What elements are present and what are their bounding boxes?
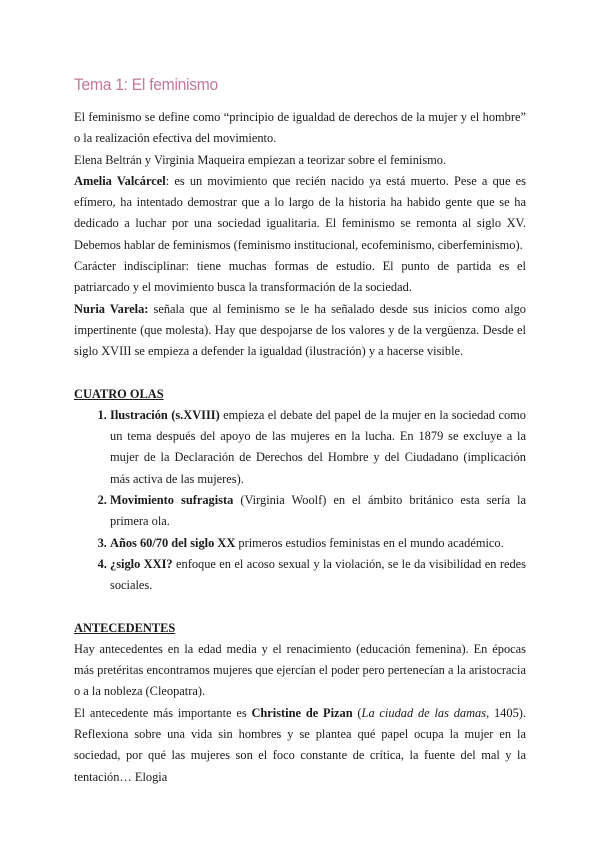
item-heading: Años 60/70 del siglo XX xyxy=(110,535,236,550)
item-heading: ¿siglo XXI? xyxy=(110,556,173,571)
item-heading: Movimiento sufragista xyxy=(110,493,234,508)
list-item xyxy=(110,405,526,490)
document-body xyxy=(74,74,526,788)
spacer xyxy=(74,597,526,618)
item-text: enfoque en el acoso sexual y la violación, se le da visibilidad en redes sociales. xyxy=(110,556,526,593)
paragraph-definition: El feminismo se define como “principio de igualdad de derechos de la mujer y el hombre” o la realización efectiva del movimiento. xyxy=(74,110,526,146)
list-item xyxy=(110,533,526,554)
paragraph-text: señala que al feminismo se le ha señalado desde sus inicios como algo impertinente (que molesta). Hay que despojarse de los valores y de la vergüenza. Desde el siglo XVIII se empieza a defender la igualdad (ilustración) y a hacerse visible. xyxy=(74,301,526,359)
section-title-cuatro-olas: CUATRO OLAS xyxy=(74,386,164,401)
paragraph-text: : es un movimiento que recién nacido ya está muerto. Pese a que es efímero, ha intentado demostrar que a lo largo de la historia ha habido gente que se ha dedicado a luchar por una sociedad igualitaria. El feminismo se remonta al siglo XV. Debemos hablar de feminismos (feminismo institucional, ecofeminismo, ciberfeminismo). xyxy=(74,173,526,252)
list-item xyxy=(110,554,526,597)
item-text: (Virginia Woolf) en el ámbito británico esta sería la primera ola. xyxy=(110,493,527,529)
item-heading: Ilustración (s.XVIII) xyxy=(110,407,220,422)
paragraph-valcarcel xyxy=(74,171,526,256)
paragraph-pizan xyxy=(74,703,526,788)
paragraph-text: 1405). Reflexiona sobre una vida sin hombres y se plantea qué papel ocupa la mujer en la sociedad, por qué las mujeres son el foco constante de crítica, la fuente del mal y la tentación… Elogia xyxy=(74,705,526,784)
author-name: Christine de Pizan xyxy=(251,705,353,720)
spacer xyxy=(74,363,526,384)
item-text: empieza el debate del papel de la mujer en la sociedad como un tema después del apoyo de las mujeres en la lucha. En 1879 se excluye a la mujer de la Declaración de Derechos del Hombre y del Ciudadano (implicación más activa de las mujeres). xyxy=(110,407,526,486)
book-title: La ciudad de las damas, xyxy=(361,705,490,720)
section-title-antecedentes: ANTECEDENTES xyxy=(74,620,176,635)
paragraph-text: ( xyxy=(352,705,362,720)
paragraph-antecedentes: Hay antecedentes en la edad media y el renacimiento (educación femenina). En épocas más pretéritas encontramos mujeres que ejercían el poder pero pertenecían a la aristocracia o a la nobleza (Cleopatra). xyxy=(74,641,526,699)
author-name: Amelia Valcárcel xyxy=(74,173,166,188)
paragraph-beltran: Elena Beltrán y Virginia Maqueira empiezan a teorizar sobre el feminismo. xyxy=(74,152,447,167)
paragraph-caracter: Carácter indisciplinar: tiene muchas formas de estudio. El punto de partida es el patriarcado y el movimiento busca la transformación de la sociedad. xyxy=(74,259,526,295)
author-name: Nuria Varela: xyxy=(74,301,149,316)
paragraph-varela xyxy=(74,299,526,363)
list-item xyxy=(110,490,526,533)
olas-list xyxy=(74,405,526,597)
page-title: Tema 1: El feminismo xyxy=(74,75,218,94)
item-text: primeros estudios feministas en el mundo académico. xyxy=(235,535,504,550)
paragraph-text: El antecedente más importante es xyxy=(74,705,252,720)
